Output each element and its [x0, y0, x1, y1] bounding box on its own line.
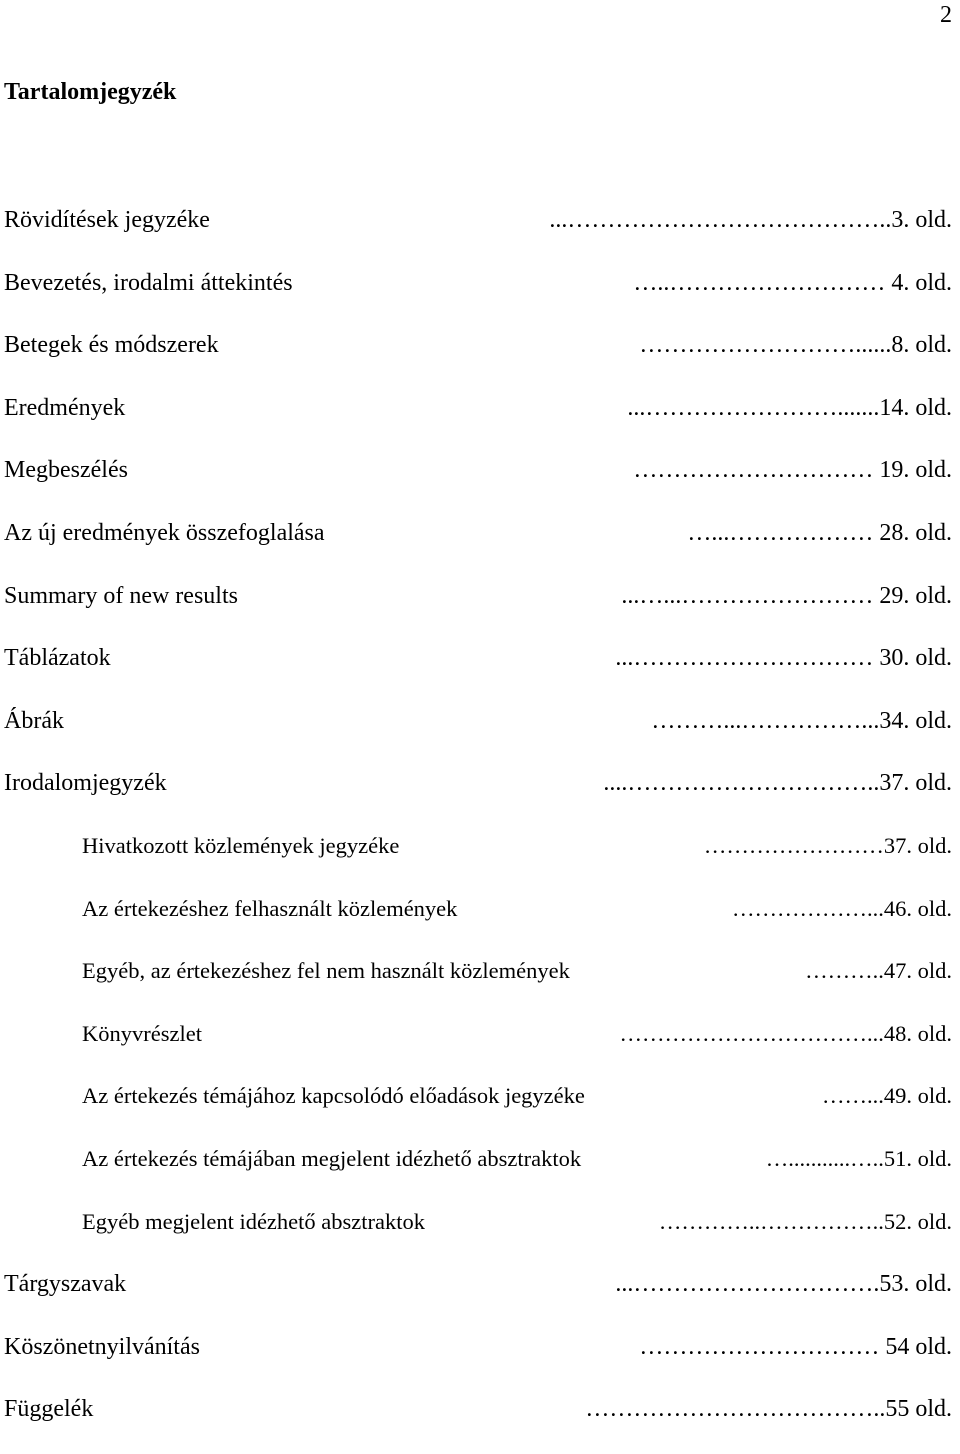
toc-entry-label: Betegek és módszerek — [4, 327, 221, 363]
toc-entry-page: ……………………………...48. old. — [617, 1016, 952, 1052]
toc-entry-appendix[interactable] — [0, 1391, 960, 1454]
toc-entry-page: ....…………………………..37. old. — [601, 765, 952, 801]
toc-entry-page: ………………………......8. old. — [637, 327, 952, 363]
toc-entry-label: Könyvrészlet — [82, 1016, 204, 1052]
toc-entry-page: …..……………………… 4. old. — [631, 265, 952, 301]
toc-entry-page: ………………...46. old. — [730, 891, 952, 927]
toc-entry-page: …...……………… 28. old. — [685, 515, 952, 551]
toc-entry-label: Hivatkozott közlemények jegyzéke — [82, 828, 401, 864]
toc-entry-page: …...........…..51. old. — [764, 1141, 952, 1177]
toc-entry-other-publications[interactable] — [0, 953, 960, 1016]
page-number: 2 — [940, 2, 952, 28]
toc-entry-summary-hu[interactable] — [0, 515, 960, 578]
toc-entry-figures[interactable] — [0, 703, 960, 766]
toc-entry-book-chapter[interactable] — [0, 1016, 960, 1079]
toc-entry-label: Ábrák — [4, 703, 66, 739]
toc-entry-label: Az új eredmények összefoglalása — [4, 515, 327, 551]
toc-entry-label: Irodalomjegyzék — [4, 765, 169, 801]
toc-entry-page: ...………………………… 30. old. — [613, 640, 952, 676]
toc-entry-page: …………..……………..52. old. — [657, 1204, 952, 1240]
toc-title: Tartalomjegyzék — [4, 79, 177, 105]
toc-entry-introduction[interactable] — [0, 265, 960, 328]
toc-entry-label: Summary of new results — [4, 578, 240, 614]
toc-entry-label: Az értekezés témájában megjelent idézhető absztraktok — [82, 1141, 583, 1177]
toc-entry-label: Köszönetnyilvánítás — [4, 1329, 202, 1365]
toc-entry-label: Az értekezés témájához kapcsolódó előadások jegyzéke — [82, 1078, 587, 1114]
toc-entry-acknowledgements[interactable] — [0, 1329, 960, 1392]
toc-entry-results[interactable] — [0, 390, 960, 453]
toc-entry-used-publications[interactable] — [0, 891, 960, 954]
toc-entry-label: Megbeszélés — [4, 452, 130, 488]
toc-entry-page: ………..47. old. — [803, 953, 952, 989]
toc-entry-label: Eredmények — [4, 390, 127, 426]
toc-entry-label: Függelék — [4, 1391, 95, 1427]
toc-entry-related-abstracts[interactable] — [0, 1141, 960, 1204]
toc-entry-label: Egyéb megjelent idézhető absztraktok — [82, 1204, 427, 1240]
toc-entry-page: ……………………37. old. — [702, 828, 952, 864]
toc-entry-page: ………………………… 19. old. — [631, 452, 952, 488]
table-of-contents — [0, 202, 960, 1454]
toc-entry-summary-en[interactable] — [0, 578, 960, 641]
toc-entry-label: Rövidítések jegyzéke — [4, 202, 212, 238]
toc-entry-page: ………………………………..55 old. — [583, 1391, 952, 1427]
toc-entry-abbreviations[interactable] — [0, 202, 960, 265]
toc-entry-presentations[interactable] — [0, 1078, 960, 1141]
toc-entry-page: ...…...…………………… 29. old. — [619, 578, 952, 614]
toc-entry-page: ………...……………...34. old. — [649, 703, 952, 739]
toc-entry-patients-methods[interactable] — [0, 327, 960, 390]
toc-entry-label: Tárgyszavak — [4, 1266, 128, 1302]
toc-entry-discussion[interactable] — [0, 452, 960, 515]
toc-entry-label: Táblázatok — [4, 640, 113, 676]
toc-entry-label: Egyéb, az értekezéshez fel nem használt közlemények — [82, 953, 572, 989]
toc-entry-bibliography[interactable] — [0, 765, 960, 828]
toc-entry-page: ...………………………….53. old. — [613, 1266, 952, 1302]
toc-entry-other-abstracts[interactable] — [0, 1204, 960, 1267]
toc-entry-cited-publications[interactable] — [0, 828, 960, 891]
toc-entry-page: ……...49. old. — [820, 1078, 952, 1114]
toc-entry-page: ...…………………….......14. old. — [625, 390, 952, 426]
toc-entry-label: Az értekezéshez felhasznált közlemények — [82, 891, 459, 927]
toc-entry-page: ...…………………………………..3. old. — [547, 202, 952, 238]
toc-entry-label: Bevezetés, irodalmi áttekintés — [4, 265, 295, 301]
toc-entry-keywords[interactable] — [0, 1266, 960, 1329]
toc-entry-page: ………………………… 54 old. — [637, 1329, 952, 1365]
toc-entry-tables[interactable] — [0, 640, 960, 703]
